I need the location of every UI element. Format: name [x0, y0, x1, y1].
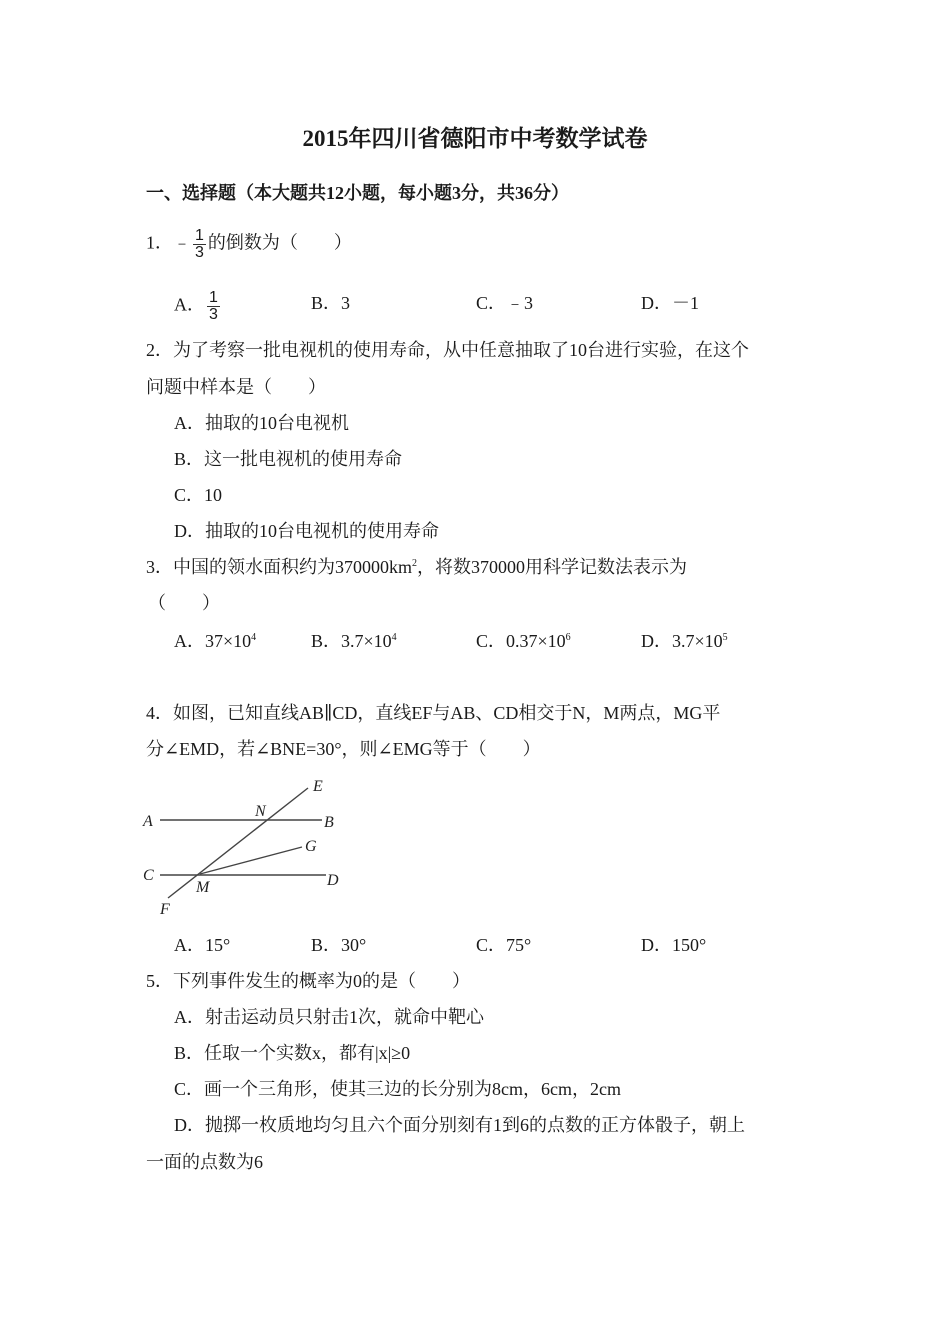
superscript: 6	[565, 632, 571, 643]
superscript: 4	[391, 632, 397, 643]
question-4-line-2: 分∠EMD，若∠BNE=30°，则∠EMG等于（ ）	[146, 739, 541, 759]
line-ef	[168, 788, 308, 898]
q2-option-c: C．10	[174, 485, 223, 505]
q2-option-b: B．这一批电视机的使用寿命	[174, 449, 403, 469]
label-c: C	[143, 867, 154, 884]
label-d: D	[327, 872, 339, 889]
label-m: M	[196, 879, 210, 896]
q1-option-b: B．3	[311, 293, 351, 313]
label-n: N	[255, 803, 266, 820]
fraction-numerator: 1	[195, 227, 204, 244]
fraction-denominator: 3	[209, 306, 218, 323]
option-text: A．37×10	[174, 631, 252, 651]
label-a: A	[143, 813, 153, 830]
label-g: G	[305, 838, 317, 855]
q5-option-d-line-1: D．抛掷一枚质地均匀且六个面分别刻有1到6的点数的正方体骰子，朝上	[174, 1115, 745, 1135]
question-3-line-1	[146, 556, 687, 578]
label-b: B	[324, 814, 334, 831]
question-2-line-1: 2．为了考察一批电视机的使用寿命，从中任意抽取了10台进行实验，在这个	[146, 340, 749, 360]
option-text: C．0.37×10	[476, 631, 566, 651]
q3-option-d	[641, 630, 728, 652]
section-heading-choice: 一、选择题（本大题共12小题，每小题3分，共36分）	[146, 183, 569, 203]
q5-option-d-line-2: 一面的点数为6	[146, 1152, 263, 1172]
fraction-one-third	[207, 290, 220, 323]
q5-option-b: B．任取一个实数x，都有|x|≥0	[174, 1043, 411, 1063]
question-3-text-b: ，将数370000用科学记数法表示为	[417, 557, 687, 577]
q3-option-c	[476, 630, 571, 652]
question-4-line-1: 4．如图，已知直线AB∥CD，直线EF与AB、CD相交于N，M两点，MG平	[146, 703, 721, 723]
fraction-numerator: 1	[209, 289, 218, 306]
q1-option-a	[174, 290, 222, 323]
q4-option-d: D．150°	[641, 935, 707, 955]
q2-option-d: D．抽取的10台电视机的使用寿命	[174, 521, 439, 541]
q2-option-a: A．抽取的10台电视机	[174, 413, 349, 433]
option-text: B．3.7×10	[311, 631, 392, 651]
question-1-text: 的倒数为（ ）	[207, 232, 352, 253]
superscript: 2	[412, 558, 417, 569]
question-2-line-2: 问题中样本是（ ）	[146, 377, 326, 397]
geometry-figure	[138, 772, 358, 922]
q4-option-a: A．15°	[174, 935, 231, 955]
page-title: 2015年四川省德阳市中考数学试卷	[302, 126, 648, 151]
negative-sign: ﹣	[173, 232, 191, 253]
q3-option-b	[311, 630, 397, 652]
q4-option-c: C．75°	[476, 935, 532, 955]
q5-option-a: A．射击运动员只射击1次，就命中靶心	[174, 1007, 484, 1027]
option-text: D．3.7×10	[641, 631, 723, 651]
q5-option-c: C．画一个三角形，使其三边的长分别为8cm，6cm，2cm	[174, 1079, 621, 1099]
q1-option-c: C．﹣3	[476, 293, 534, 313]
option-label: A．	[174, 294, 205, 315]
q1-option-d: D．－1	[641, 293, 699, 313]
q3-option-a	[174, 630, 256, 652]
question-3-text-a: 3．中国的领水面积约为370000km	[146, 557, 412, 577]
question-3-line-2: （ ）	[148, 593, 220, 613]
superscript: 5	[722, 632, 728, 643]
label-f: F	[160, 901, 170, 918]
question-5-line-1: 5．下列事件发生的概率为0的是（ ）	[146, 971, 470, 991]
fraction-denominator: 3	[195, 244, 204, 261]
q4-option-b: B．30°	[311, 935, 367, 955]
superscript: 4	[251, 632, 257, 643]
question-1-stem	[146, 228, 352, 261]
fraction-one-third	[193, 228, 206, 261]
label-e: E	[313, 778, 323, 795]
question-1-number: 1．	[146, 232, 173, 253]
